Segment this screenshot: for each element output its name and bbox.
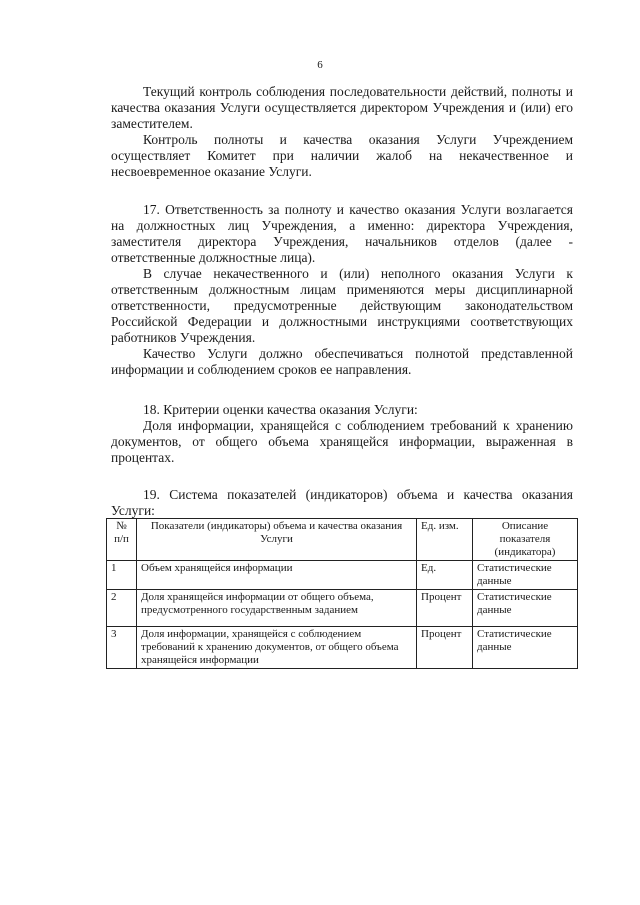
paragraph-criteria-text: Доля информации, хранящейся с соблюдением требований к хранению документов, от общего объема хранящейся информации, выраженная в процентах. [111, 418, 573, 465]
paragraph-indicators-heading: 19. Система показателей (индикаторов) объема и качества оказания Услуги: [111, 487, 573, 518]
table-row [107, 627, 578, 669]
cell-description: Статистические данные [473, 627, 578, 669]
paragraph-quality: Качество Услуги должно обеспечиваться полнотой представленной информации и соблюдением сроков ее направления. [111, 346, 573, 377]
header-num: № п/п [107, 519, 137, 561]
cell-description: Статистические данные [473, 590, 578, 627]
cell-indicator: Объем хранящейся информации [137, 561, 417, 590]
paragraph-responsibility: 17. Ответственность за полноту и качество оказания Услуги возлагается на должностных лиц Учреждения, а именно: директора Учреждения, заместителя директора Учреждения, начальников отделов (далее - ответственные должностные лица). [111, 202, 573, 265]
paragraph-disciplinary: В случае некачественного и (или) неполного оказания Услуги к ответственным должностным лицам применяются меры дисциплинарной ответственности, предусмотренные действующим законодательством Российской Федерации и должностными инструкциями соответствующих работников Учреждения. [111, 266, 573, 345]
header-unit: Ед. изм. [417, 519, 473, 561]
document-body [111, 84, 573, 519]
paragraph-criteria-heading: 18. Критерии оценки качества оказания Услуги: [143, 402, 418, 417]
cell-num: 1 [107, 561, 137, 590]
header-indicator: Показатели (индикаторы) объема и качества оказания Услуги [137, 519, 417, 561]
cell-unit: Ед. [417, 561, 473, 590]
paragraph-current-control: Текущий контроль соблюдения последовательности действий, полноты и качества оказания Услуги осуществляется директором Учреждения и (или) его заместителем. [111, 84, 573, 131]
table-row [107, 590, 578, 627]
cell-description: Статистические данные [473, 561, 578, 590]
indicators-table [106, 518, 578, 669]
header-description: Описание показателя (индикатора) [473, 519, 578, 561]
cell-num: 3 [107, 627, 137, 669]
table-row [107, 561, 578, 590]
cell-num: 2 [107, 590, 137, 627]
cell-unit: Процент [417, 590, 473, 627]
cell-indicator: Доля информации, хранящейся с соблюдением требований к хранению документов, от общего объема хранящейся информации [137, 627, 417, 669]
cell-unit: Процент [417, 627, 473, 669]
page-number: 6 [317, 59, 323, 71]
table-header-row [107, 519, 578, 561]
cell-indicator: Доля хранящейся информации от общего объема, предусмотренного государственным заданием [137, 590, 417, 627]
paragraph-committee-control: Контроль полноты и качества оказания Услуги Учреждением осуществляет Комитет при наличии жалоб на некачественное и несвоевременное оказание Услуги. [111, 132, 573, 179]
